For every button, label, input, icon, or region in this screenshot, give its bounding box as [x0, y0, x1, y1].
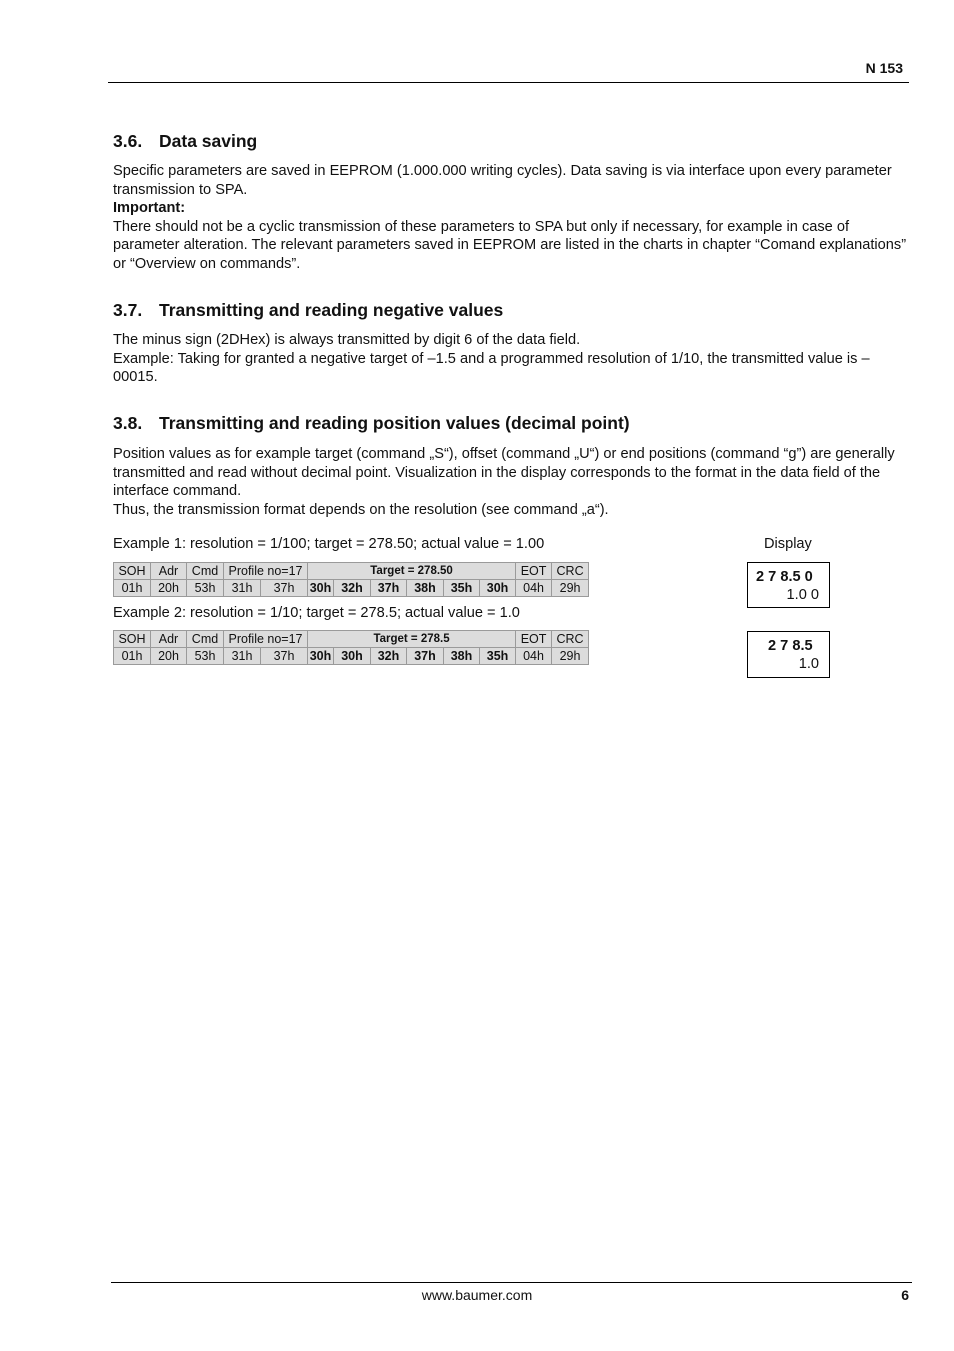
byte-cell: 31h [224, 580, 261, 597]
table-row [114, 580, 589, 597]
header-profile: Profile no=17 [224, 563, 308, 580]
byte-cell: 37h [407, 648, 444, 665]
display-label: Display [764, 536, 812, 552]
byte-cell: 20h [151, 648, 187, 665]
display-actual-value: 1.0 0 [786, 587, 819, 603]
display-target-value: 2 7 8.5 [768, 638, 813, 654]
section-heading [113, 299, 909, 321]
example-2-display [747, 631, 830, 678]
byte-cell: 20h [151, 580, 187, 597]
section-title: Transmitting and reading negative values [159, 300, 504, 320]
byte-cell: 32h [334, 580, 371, 597]
byte-cell: 04h [516, 648, 552, 665]
header-adr: Adr [151, 563, 187, 580]
byte-cell: 53h [187, 580, 224, 597]
section-data-saving [113, 130, 909, 273]
footer-website-link[interactable]: www.baumer.com [421, 1287, 533, 1303]
byte-cell: 53h [187, 648, 224, 665]
example-2-frame-table [113, 630, 589, 665]
section-position-values [113, 412, 909, 519]
section-negative-values [113, 299, 909, 387]
paragraph: Specific parameters are saved in EEPROM (1.000.000 writing cycles). Data saving is via interface upon every parameter transmission to SPA. [113, 163, 892, 198]
byte-cell: 38h [407, 580, 444, 597]
header-rule [108, 82, 909, 83]
section-number: 3.6. [113, 131, 143, 151]
byte-cell: 01h [114, 580, 151, 597]
paragraph: Example: Taking for granted a negative target of –1.5 and a programmed resolution of 1/10, the transmitted value is –00015. [113, 350, 870, 385]
header-adr: Adr [151, 631, 187, 648]
byte-cell: 35h [444, 580, 480, 597]
header-eot: EOT [516, 563, 552, 580]
byte-cell: 30h [308, 648, 334, 665]
header-crc: CRC [552, 563, 589, 580]
paragraph: The minus sign (2DHex) is always transmitted by digit 6 of the data field. [113, 332, 581, 348]
header-soh: SOH [114, 563, 151, 580]
byte-cell: 38h [444, 648, 480, 665]
table-row [114, 563, 589, 580]
display-actual-value: 1.0 [798, 656, 819, 672]
header-cmd: Cmd [187, 563, 224, 580]
example-1-display [747, 562, 830, 608]
important-label: Important: [113, 200, 186, 216]
header-soh: SOH [114, 631, 151, 648]
byte-cell: 04h [516, 580, 552, 597]
header-target: Target = 278.5 [308, 631, 516, 648]
paragraph: Thus, the transmission format depends on the resolution (see command „a“). [113, 501, 609, 518]
header-profile: Profile no=17 [224, 631, 308, 648]
footer-rule [111, 1282, 912, 1283]
section-heading [113, 130, 909, 152]
header-target: Target = 278.50 [308, 563, 516, 580]
table-row [114, 631, 589, 648]
header-eot: EOT [516, 631, 552, 648]
section-title: Transmitting and reading position values (decimal point) [159, 413, 630, 433]
byte-cell: 30h [480, 580, 516, 597]
document-id: N 153 [865, 60, 903, 76]
section-title: Data saving [159, 131, 258, 151]
byte-cell: 32h [371, 648, 407, 665]
section-number: 3.7. [113, 300, 143, 320]
byte-cell: 31h [224, 648, 261, 665]
byte-cell: 37h [371, 580, 407, 597]
section-heading [113, 412, 909, 434]
header-crc: CRC [552, 631, 589, 648]
byte-cell: 30h [334, 648, 371, 665]
display-target-value: 2 7 8.5 0 [756, 569, 813, 585]
example-1-frame-table [113, 562, 589, 597]
byte-cell: 37h [261, 648, 308, 665]
table-row [114, 648, 589, 665]
byte-cell: 29h [552, 580, 589, 597]
paragraph: Position values as for example target (command „S“), offset (command „U“) or end positions (command “g”) are generally transmitted and read without decimal point. Visualization in the display corresponds to the format in the data field of the interface command. [113, 446, 895, 499]
byte-cell: 30h [308, 580, 334, 597]
page-number: 6 [901, 1287, 909, 1303]
byte-cell: 29h [552, 648, 589, 665]
byte-cell: 01h [114, 648, 151, 665]
paragraph: There should not be a cyclic transmission of these parameters to SPA but only if necessary, for example in case of parameter alteration. The relevant parameters saved in EEPROM are listed in the charts in chapter “Comand explanations” or “Overview on commands”. [113, 218, 907, 272]
byte-cell: 37h [261, 580, 308, 597]
byte-cell: 35h [480, 648, 516, 665]
header-cmd: Cmd [187, 631, 224, 648]
example-1-label: Example 1: resolution = 1/100; target = 278.50; actual value = 1.00 [113, 536, 545, 552]
example-2-label: Example 2: resolution = 1/10; target = 278.5; actual value = 1.0 [113, 605, 520, 621]
section-number: 3.8. [113, 413, 143, 433]
